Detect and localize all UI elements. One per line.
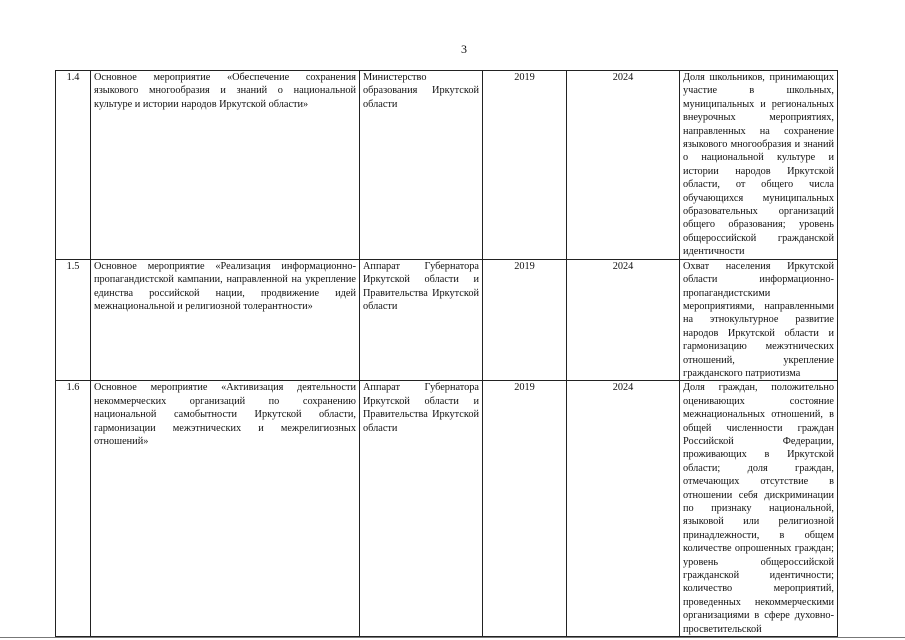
measure-name: Основное мероприятие «Реализация информационно-пропагандистской кампании, направленной на укрепление единства российской нации, продвижение идей межнациональной и религиозной толерантности» [91, 259, 360, 381]
table-row [56, 259, 838, 381]
end-year: 2024 [567, 71, 680, 260]
start-year: 2019 [483, 259, 567, 381]
executor: Аппарат Губернатора Иркутской области и Правительства Иркутской области [360, 259, 483, 381]
measure-name: Основное мероприятие «Обеспечение сохранения языкового многообразия и знаний о национальной культуре и истории народов Иркутской области» [91, 71, 360, 260]
row-number: 1.5 [56, 259, 91, 381]
program-measures-table [55, 70, 838, 637]
page-number: 3 [461, 42, 467, 56]
table-row [56, 71, 838, 260]
indicators: Доля граждан, положительно оценивающих состояние межнациональных отношений, в общей численности граждан Российской Федерации, проживающих в Иркутской области; доля граждан, отмечающих отсутствие в отношении себя дискриминации по признаку национальной, языковой или религиозной принадлежности, в общем количестве опрошенных граждан; уровень общероссийской гражданской идентичности; количество мероприятий, проведенных некоммерческими организациями в сфере духовно-просветительской [680, 381, 838, 637]
start-year: 2019 [483, 381, 567, 637]
start-year: 2019 [483, 71, 567, 260]
row-number: 1.4 [56, 71, 91, 260]
end-year: 2024 [567, 259, 680, 381]
scan-edge-divider [0, 637, 905, 638]
row-number: 1.6 [56, 381, 91, 637]
executor: Аппарат Губернатора Иркутской области и Правительства Иркутской области [360, 381, 483, 637]
indicators: Охват населения Иркутской области информационно-пропагандистскими мероприятиями, направленными на этнокультурное развитие народов Иркутской области и гармонизацию межэтнических отношений, укрепление гражданского патриотизма [680, 259, 838, 381]
executor: Министерство образования Иркутской области [360, 71, 483, 260]
indicators: Доля школьников, принимающих участие в школьных, муниципальных и региональных внеурочных мероприятиях, направленных на сохранение языкового многообразия и знаний о национальной культуре и истории народов Иркутской области, от общего числа обучающихся муниципальных образовательных организаций общего образования; уровень общероссийской гражданской идентичности [680, 71, 838, 260]
table-row [56, 381, 838, 637]
measure-name: Основное мероприятие «Активизация деятельности некоммерческих организаций по сохранению национальной самобытности Иркутской области, гармонизации межэтнических и межрелигиозных отношений» [91, 381, 360, 637]
end-year: 2024 [567, 381, 680, 637]
